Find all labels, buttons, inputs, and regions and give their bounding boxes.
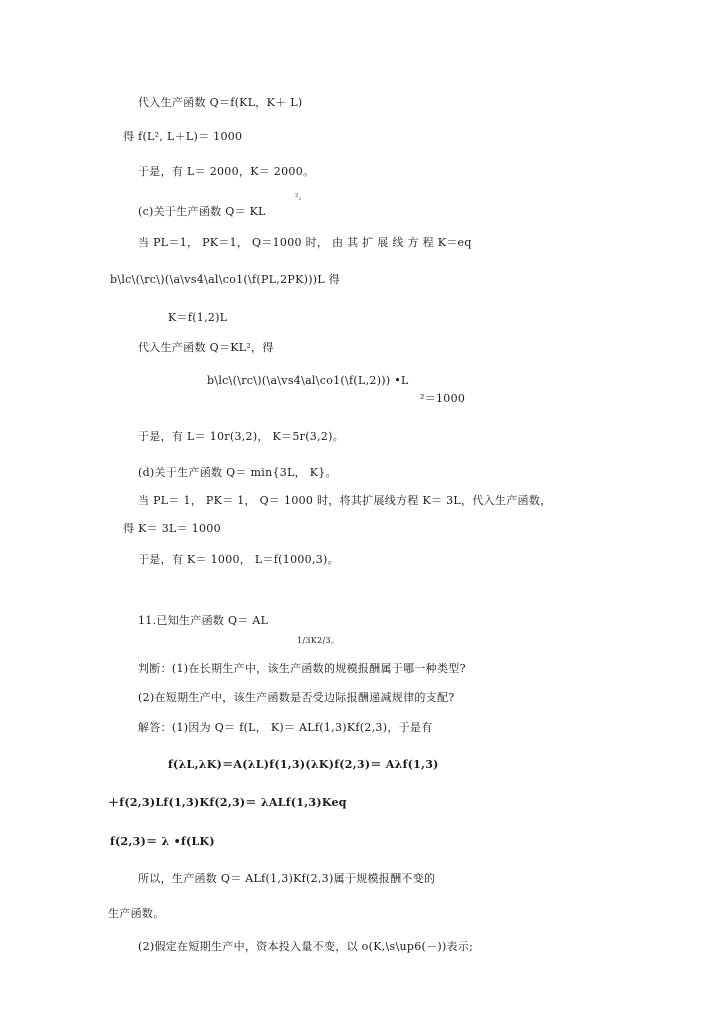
text-line: b\lc\(\rc\)(\a\vs4\al\co1(\f(PL,2PK)))L 得: [110, 273, 341, 286]
text-line: f(λL,λK)＝A(λL)f(1,3)(λK)f(2,3)＝ Aλf(1,3): [168, 758, 439, 771]
text-line: 于是，有 L＝ 2000，K＝ 2000。: [138, 165, 315, 178]
text-line: ²＝1000: [420, 392, 466, 405]
text-line: 解答：(1)因为 Q＝ f(L， K)＝ ALf(1,3)Kf(2,3)，于是有: [138, 721, 433, 734]
text-line: 当 PL＝ 1， PK＝ 1， Q＝ 1000 时，将其扩展线方程 K＝ 3L，代入生产函数，: [138, 494, 552, 507]
text-line: (c)关于生产函数 Q＝ KL: [138, 205, 266, 218]
text-line: b\lc\(\rc\)(\a\vs4\al\co1(\f(L,2))) •L: [207, 374, 409, 387]
text-line: (2)在短期生产中，该生产函数是否受边际报酬递减规律的支配?: [138, 691, 455, 704]
text-line: 于是，有 K＝ 1000， L＝f(1000,3)。: [138, 553, 339, 566]
text-line: 得 K＝ 3L＝ 1000: [123, 522, 221, 535]
text-line: 11.已知生产函数 Q＝ AL: [138, 614, 269, 627]
text-line: 1/3K2/3。: [297, 636, 340, 645]
text-line: (d)关于生产函数 Q＝ min{3L， K}。: [138, 466, 337, 479]
text-line: K＝f(1,2)L: [168, 311, 228, 324]
text-line: (2)假定在短期生产中，资本投入量不变，以 o(K,\s\up6(－))表示;: [138, 940, 474, 953]
text-line: ²。: [295, 192, 307, 201]
text-line: 生产函数。: [108, 907, 165, 920]
text-line: f(2,3)＝ λ •f(LK): [110, 835, 215, 848]
text-line: ＋f(2,3)Lf(1,3)Kf(2,3)＝ λALf(1,3)Keq: [108, 796, 347, 809]
text-line: 所以，生产函数 Q＝ ALf(1,3)Kf(2,3)属于规模报酬不变的: [138, 872, 436, 885]
text-line: 代入生产函数 Q＝f(KL，K＋ L): [138, 96, 303, 109]
text-line: 于是，有 L＝ 10r(3,2)， K＝5r(3,2)。: [138, 430, 345, 443]
text-line: 判断：(1)在长期生产中，该生产函数的规模报酬属于哪一种类型?: [138, 662, 466, 675]
text-line: 代入生产函数 Q＝KL²，得: [138, 341, 274, 354]
text-line: 当 PL＝1， PK＝1， Q＝1000 时， 由 其 扩 展 线 方 程 K＝eq: [138, 236, 472, 249]
text-line: 得 f(L², L＋L)＝ 1000: [123, 130, 243, 143]
